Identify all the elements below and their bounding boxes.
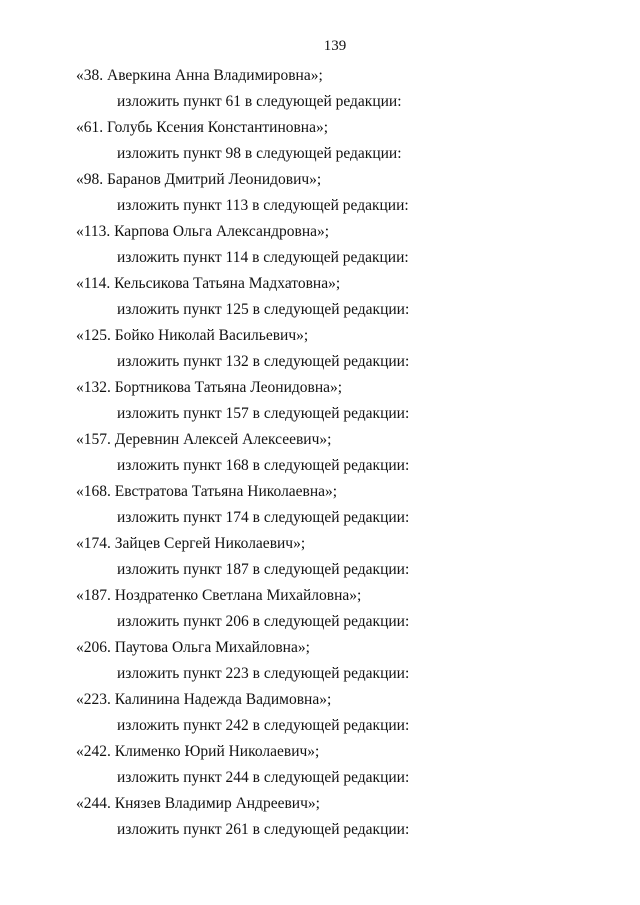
amendment-instruction: изложить пункт 113 в следующей редакции: (117, 197, 409, 214)
list-entry: «132. Бортникова Татьяна Леонидовна»; (76, 379, 343, 396)
amendment-instruction: изложить пункт 168 в следующей редакции: (117, 457, 410, 474)
amendment-instruction: изложить пункт 206 в следующей редакции: (117, 613, 410, 630)
amendment-instruction: изложить пункт 242 в следующей редакции: (117, 717, 410, 734)
amendment-instruction: изложить пункт 174 в следующей редакции: (117, 509, 410, 526)
amendment-instruction: изложить пункт 244 в следующей редакции: (117, 769, 410, 786)
list-entry: «38. Аверкина Анна Владимировна»; (76, 67, 323, 84)
amendment-instruction: изложить пункт 125 в следующей редакции: (117, 301, 410, 318)
amendment-instruction: изложить пункт 132 в следующей редакции: (117, 353, 410, 370)
amendment-instruction: изложить пункт 114 в следующей редакции: (117, 249, 409, 266)
list-entry: «61. Голубь Ксения Константиновна»; (76, 119, 329, 136)
list-entry: «187. Ноздратенко Светлана Михайловна»; (76, 587, 362, 604)
list-entry: «98. Баранов Дмитрий Леонидович»; (76, 171, 322, 188)
list-entry: «206. Паутова Ольга Михайловна»; (76, 639, 310, 656)
amendment-instruction: изложить пункт 98 в следующей редакции: (117, 145, 402, 162)
list-entry: «157. Деревнин Алексей Алексеевич»; (76, 431, 332, 448)
list-entry: «242. Клименко Юрий Николаевич»; (76, 743, 320, 760)
page-number: 139 (323, 38, 347, 54)
amendment-instruction: изложить пункт 61 в следующей редакции: (117, 93, 402, 110)
amendment-instruction: изложить пункт 187 в следующей редакции: (117, 561, 410, 578)
list-entry: «113. Карпова Ольга Александровна»; (76, 223, 330, 240)
amendment-instruction: изложить пункт 223 в следующей редакции: (117, 665, 410, 682)
list-entry: «114. Кельсикова Татьяна Мадхатовна»; (76, 275, 341, 292)
list-entry: «125. Бойко Николай Васильевич»; (76, 327, 309, 344)
amendment-instruction: изложить пункт 157 в следующей редакции: (117, 405, 410, 422)
document-body (0, 63, 640, 843)
list-entry: «223. Калинина Надежда Вадимовна»; (76, 691, 332, 708)
list-entry: «168. Евстратова Татьяна Николаевна»; (76, 483, 338, 500)
amendment-instruction: изложить пункт 261 в следующей редакции: (117, 821, 410, 838)
list-entry: «244. Князев Владимир Андреевич»; (76, 795, 320, 812)
list-entry: «174. Зайцев Сергей Николаевич»; (76, 535, 306, 552)
